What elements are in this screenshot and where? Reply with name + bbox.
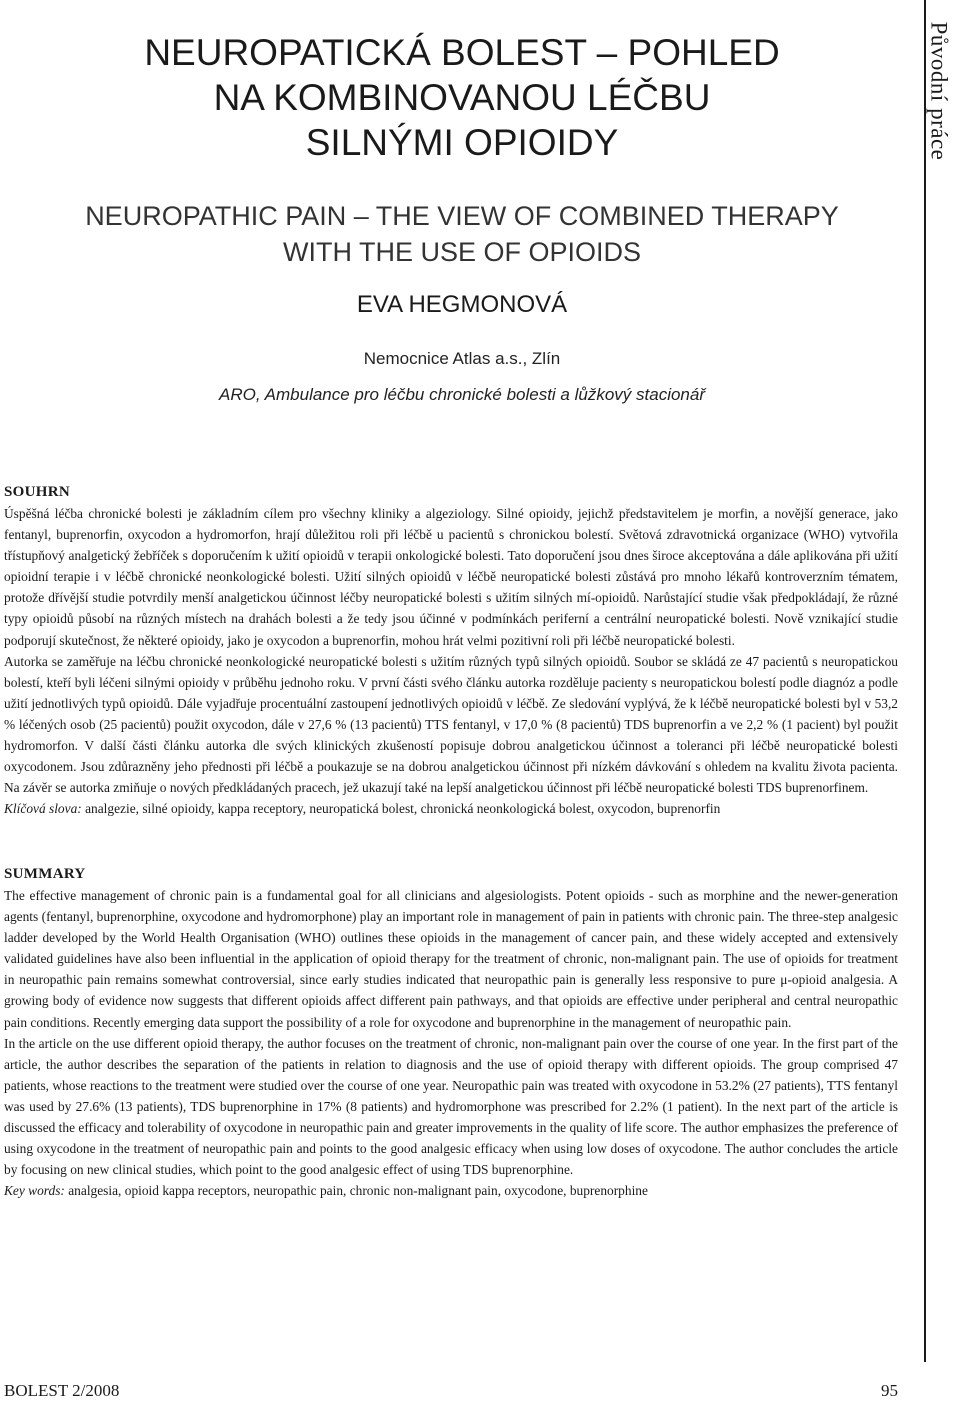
side-rule <box>924 0 926 1362</box>
souhrn-keywords <box>4 798 898 819</box>
summary-keywords-label: Key words: <box>4 1183 65 1199</box>
title-english <box>0 198 924 270</box>
page-number: 95 <box>881 1381 898 1400</box>
summary-paragraph-1: The effective management of chronic pain is a fundamental goal for all clinicians and algesiologists. Potent opioids - such as morphine and the newer-generation agents (fentanyl, buprenorphine, oxycodone and hydromorphone) play an important role in management of pain in patients with chronic pain. The three-step analgesic ladder developed by the World Health Organisation (WHO) outlines these opioids in the management of cancer pain, and these widely accepted and extensively validated guidelines have also been influential in the application of opioid therapy for the treatment of chronic, non-malignant pain. The use of opioids for treatment in neuropathic pain remains somewhat controversial, since early studies indicated that neuropathic pain is generally less responsive to pure μ-opioid analgesia. A growing body of evidence now suggests that different opioids affect different pain pathways, and that opioids are effective under peripheral and central neuropathic pain conditions. Recently emerging data support the possibility of a role for oxycodone and buprenorphine in the management of neuropathic pain. <box>4 888 898 1030</box>
summary-paragraph-2: In the article on the use different opioid therapy, the author focuses on the treatment of chronic, non-malignant pain over the course of one year. In the first part of the article, the author describes the separation of the patients in relation to diagnosis and the use of opioid therapy with different opioids. The group comprised 47 patients, whose reactions to the treatment were studied over the course of one year. Neuropathic pain was treated with oxycodone in 53.2% (27 patients), TTS fentanyl was used by 27.6% (13 patients), TDS buprenorphine in 17% (8 patients) and hydromorphone was prescribed for 2.2% (1 patient). In the next part of the article is discussed the efficacy and tolerability of oxycodone in neuropathic pain and greater improvements in the quality of life score. The author emphasizes the preference of using oxycodone in the treatment of neuropathic pain and points to the good analgesic efficacy when using low doses of oxycodone. The author concludes the article by focusing on new clinical studies, which point to the good analgesic effect of using TDS buprenorphine. <box>4 1035 898 1178</box>
title-czech-line-3: SILNÝMI OPIOIDY <box>305 122 619 163</box>
affiliation-hospital: Nemocnice Atlas a.s., Zlín <box>363 349 561 368</box>
souhrn-paragraph-2: Autorka se zaměřuje na léčbu chronické neonkologické neuropatické bolesti s užitím různých typů silných opioidů. Soubor se skládá ze 47 pacientů s neuropatickou bolestí, kteří byli léčeni silnými opioidy v průběhu jednoho roku. V první části svého článku autorka rozděluje pacienty s neuropatickou bolestí podle diagnóz a podle užití jednotlivých typů opioidů. Dále vyjadřuje procentuální zastoupení jednotlivých opioidů v léčbě. Ze sledování vyplývá, že k léčbě neuropatické bolesti byl v 53,2 % léčených osob (25 pacientů) použit oxycodon, dále v 27,6 % (13 pacientů) TTS fentanyl, v 17,0 % (8 pacientů) TDS buprenorfin a ve 2,2 % (1 pacient) byl použit hydromorfon. V další části článku autorka dle svých klinických zkušeností popisuje dobrou analgetickou účinnost a toleranci při léčbě neuropatické bolesti oxycodonem. Jsou zdůrazněny jeho přednosti při léčbě a poukazuje se na dobrou analgetickou účinnost při nízkém dávkování s ohledem na kvalitu života pacienta. Na závěr se autorka zmiňuje o nových předkládaných pracech, jež ukazují také na lepší analgetickou účinnost při léčbě neuropatické bolesti TDS buprenorfinem. <box>4 653 898 796</box>
journal-issue: BOLEST 2/2008 <box>4 1381 120 1400</box>
title-english-line-1: NEUROPATHIC PAIN – THE VIEW OF COMBINED THERAPY <box>85 201 839 231</box>
souhrn-keywords-label: Klíčová slova: <box>4 801 82 817</box>
author-name: EVA HEGMONOVÁ <box>356 291 568 318</box>
title-czech-line-1: NEUROPATICKÁ BOLEST – POHLED <box>144 32 780 73</box>
souhrn-section <box>4 484 898 819</box>
summary-heading: SUMMARY <box>4 866 86 882</box>
title-english-line-2: WITH THE USE OF OPIOIDS <box>282 237 642 267</box>
summary-section <box>4 866 898 1201</box>
summary-keywords <box>4 1180 898 1201</box>
title-czech <box>0 30 924 165</box>
affiliation-department: ARO, Ambulance pro léčbu chronické bolesti a lůžkový stacionář <box>219 385 705 404</box>
title-czech-line-2: NA KOMBINOVANOU LÉČBU <box>213 77 711 118</box>
side-label-text: Původní práce <box>926 21 951 161</box>
summary-keywords-text: analgesia, opioid kappa receptors, neuropathic pain, chronic non-malignant pain, oxycodone, buprenorphine <box>68 1183 648 1199</box>
souhrn-heading: SOUHRN <box>4 484 70 500</box>
souhrn-paragraph-1: Úspěšná léčba chronické bolesti je základním cílem pro všechny kliniky a algeziology. Silné opioidy, jejichž představitelem je morfin, a novější generace, jako fentanyl, buprenorfin, oxycodon a hydromorfon, hrají důležitou roli při léčbě u pacientů s chronickou bolestí. Světová zdravotnická organizace (WHO) vytvořila třístupňový analgetický žebříček s doporučením k užití opioidů v terapii onkologické bolesti. Tato doporučení jsou dnes široce akceptována a dále aplikována při užití opioidní terapie i v léčbě chronické neonkologické bolesti. Užití silných opioidů v léčbě neuropatické bolesti zůstává pro mnoho lékařů kontroverzním tématem, protože dřívější studie potvrdily menší analgetickou účinnost léčby neuropatické bolesti s užitím silných mí-opioidů. Narůstající studie však předpokládají, že různé typy opioidů působí na různých místech na drahách bolesti a že tedy jsou účinné v podmínkách periferní a centrální neuropatické bolesti. Nově vznikající studie podporují skutečnost, že některé opioidy, jako je oxycodon a buprenorfin, mohou hrát velmi pozitivní roli při léčbě neuropatické bolesti. <box>4 506 898 648</box>
souhrn-keywords-text: analgezie, silné opioidy, kappa receptory, neuropatická bolest, chronická neonkologická bolest, oxycodon, buprenorfin <box>85 801 721 817</box>
